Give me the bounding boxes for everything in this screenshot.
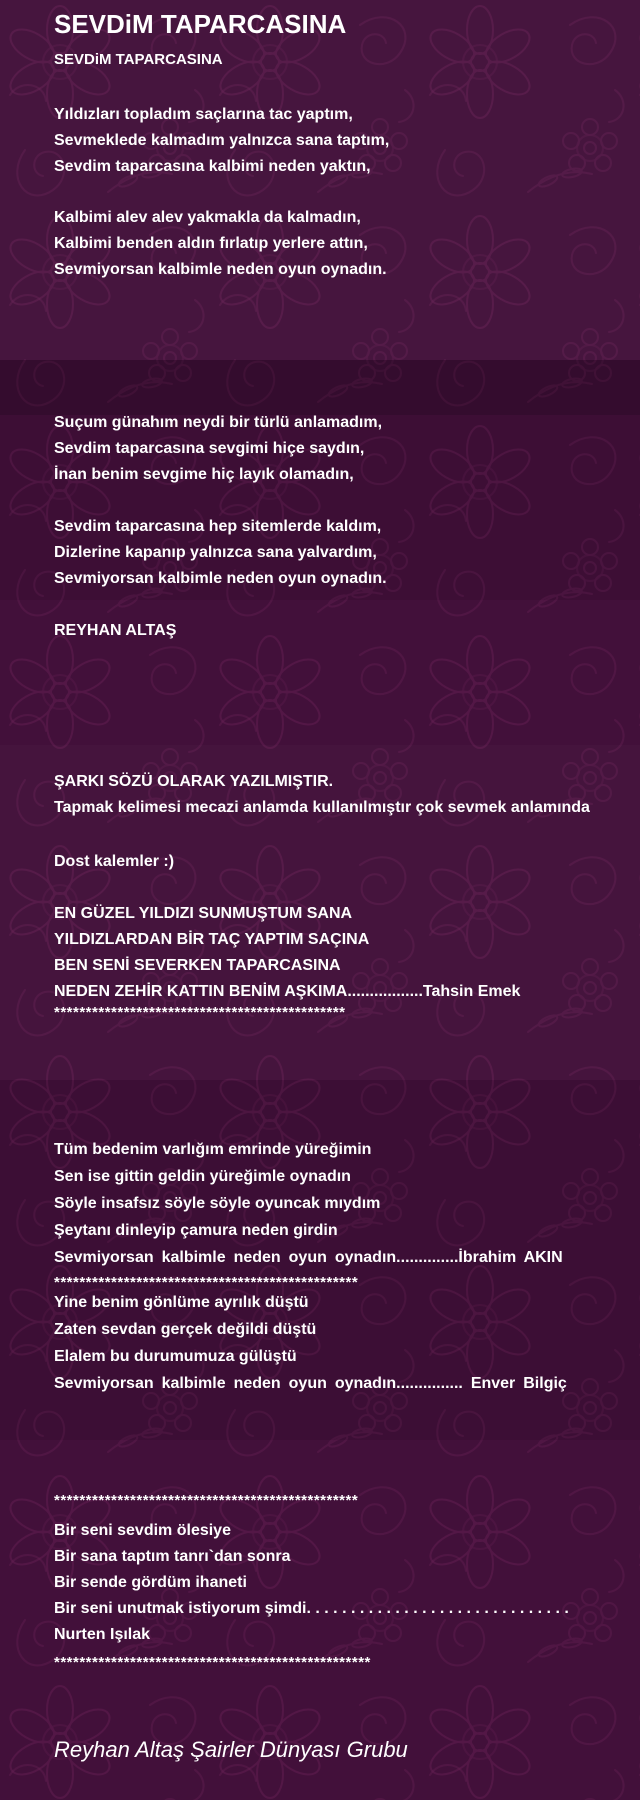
poem-line: Tüm bedenim varlığım emrinde yüreğimin	[54, 1141, 372, 1158]
poem-line: Sevmiyorsan kalbimle neden oyun oynadın............... Enver Bilgiç	[54, 1375, 567, 1392]
tribute-tahsin	[54, 901, 520, 1005]
poem-line: Sevmiyorsan kalbimle neden oyun oynadın..............İbrahim AKIN	[54, 1249, 563, 1266]
page-title: SEVDiM TAPARCASINA	[54, 9, 347, 39]
stanza-3	[54, 410, 382, 488]
tribute-ibrahim	[54, 1136, 563, 1271]
poem-heading: SEVDiM TAPARCASINA	[54, 51, 223, 68]
poem-line: Bir sana taptım tanrı`dan sonra	[54, 1548, 291, 1565]
poem-line: Bir seni sevdim ölesiye	[54, 1522, 231, 1539]
author-name: REYHAN ALTAŞ	[54, 622, 177, 639]
separator-line: **************************************************	[54, 1654, 371, 1671]
poem-line: Sevdim taparcasına kalbimi neden yaktın,	[54, 158, 371, 175]
note-line: ŞARKI SÖZÜ OLARAK YAZILMIŞTIR.	[54, 773, 334, 790]
poem-line: Dizlerine kapanıp yalnızca sana yalvardım,	[54, 544, 377, 561]
poem-line: Nurten Işılak	[54, 1626, 151, 1643]
tribute-enver	[54, 1289, 567, 1397]
friends-note	[54, 849, 174, 875]
separator-line: **********************************************	[54, 1004, 346, 1021]
poem-line: Sevmiyorsan kalbimle neden oyun oynadın.	[54, 261, 387, 278]
poem-line: NEDEN ZEHİR KATTIN BENİM AŞKIMA.................Tahsin Emek	[54, 983, 521, 1000]
poem-line: BEN SENİ SEVERKEN TAPARCASINA	[54, 957, 341, 974]
song-note	[54, 769, 590, 821]
note-line: Tapmak kelimesi mecazi anlamda kullanılmıştır çok sevmek anlamında	[54, 799, 590, 816]
poem-line: İnan benim sevgime hiç layık olamadın,	[54, 466, 354, 483]
stanza-2	[54, 205, 387, 283]
poem-line: Sevmeklede kalmadım yalnızca sana taptım,	[54, 132, 390, 149]
note-line: Dost kalemler :)	[54, 853, 175, 870]
poem-line: Sevmiyorsan kalbimle neden oyun oynadın.	[54, 570, 387, 587]
poem-line: Zaten sevdan gerçek değildi düştü	[54, 1321, 317, 1338]
stanza-1	[54, 102, 389, 180]
poem-line: Suçum günahım neydi bir türlü anlamadım,	[54, 414, 383, 431]
separator-line: ************************************************	[54, 1274, 359, 1291]
poem-line: Bir sende gördüm ihaneti	[54, 1574, 247, 1591]
footer-credit: Reyhan Altaş Şairler Dünyası Grubu	[54, 1737, 408, 1762]
separator-line: ************************************************	[54, 1492, 359, 1509]
poem-line: Sen ise gittin geldin yüreğimle oynadın	[54, 1168, 351, 1185]
poem-line: Şeytanı dinleyip çamura neden girdin	[54, 1222, 338, 1239]
poem-line: Kalbimi alev alev yakmakla da kalmadın,	[54, 209, 361, 226]
poem-line: Yine benim gönlüme ayrılık düştü	[54, 1294, 309, 1311]
poem-line: Bir seni unutmak istiyorum şimdi. . . . . . . . . . . . . . . . . . . . . . . . . . . . . .	[54, 1600, 569, 1617]
tribute-nurten	[54, 1518, 569, 1648]
stanza-4	[54, 514, 387, 592]
poem-line: YILDIZLARDAN BİR TAÇ YAPTIM SAÇINA	[54, 931, 370, 948]
poem-line: Söyle insafsız söyle söyle oyuncak mıydım	[54, 1195, 381, 1212]
poem-line: Sevdim taparcasına sevgimi hiçe saydın,	[54, 440, 365, 457]
poem-line: Yıldızları topladım saçlarına tac yaptım,	[54, 106, 353, 123]
poem-line: Sevdim taparcasına hep sitemlerde kaldım,	[54, 518, 382, 535]
poem-line: EN GÜZEL YILDIZI SUNMUŞTUM SANA	[54, 905, 353, 922]
poem-author	[54, 618, 176, 644]
poem-line: Elalem bu durumumuza gülüştü	[54, 1348, 297, 1365]
poem-line: Kalbimi benden aldın fırlatıp yerlere attın,	[54, 235, 368, 252]
